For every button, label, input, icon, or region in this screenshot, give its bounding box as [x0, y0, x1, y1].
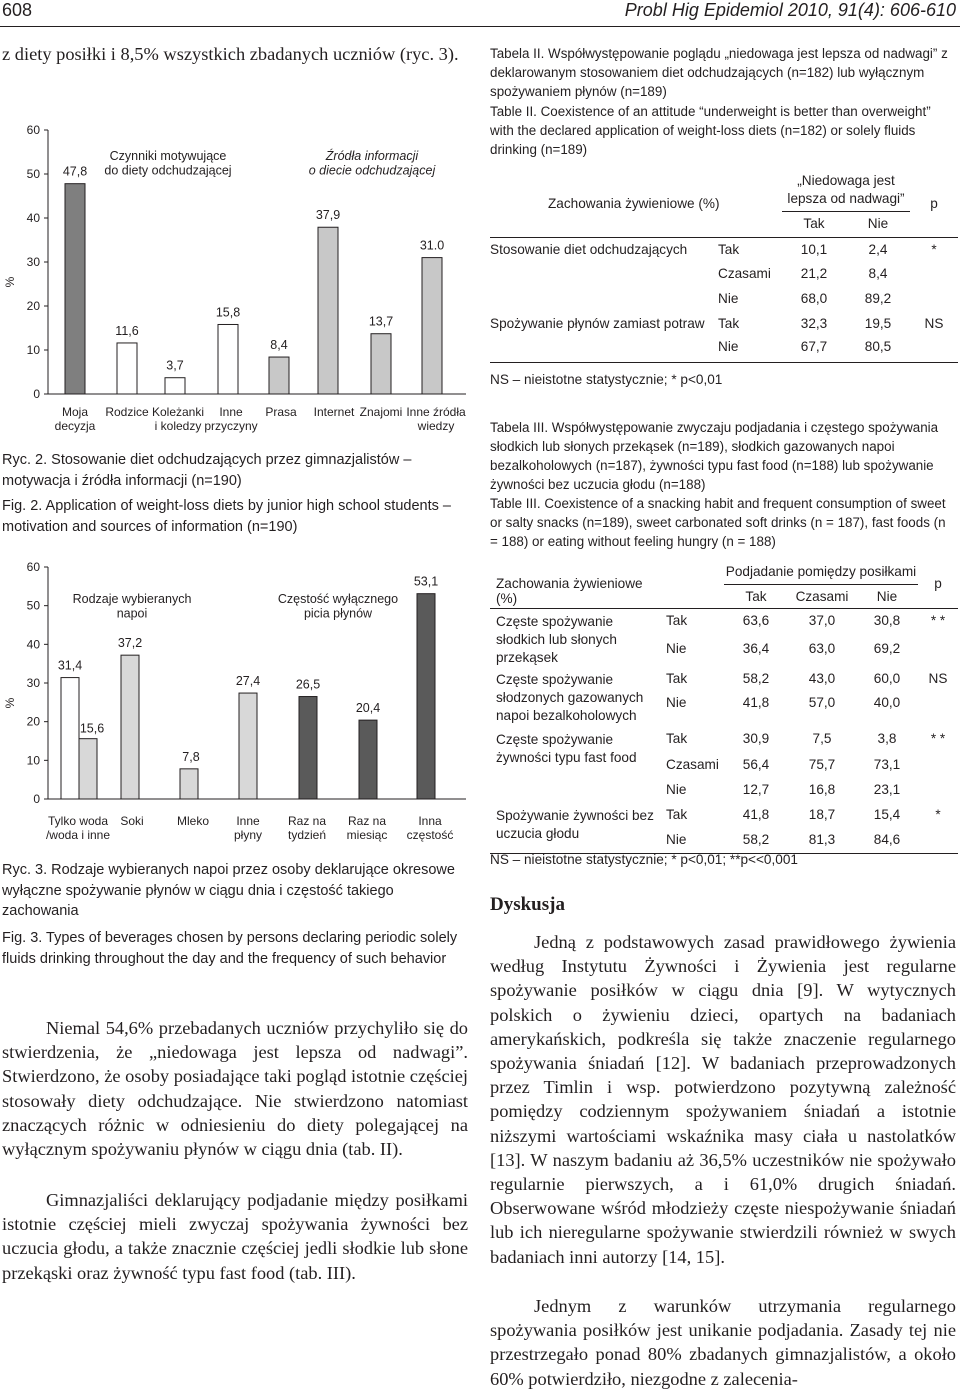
cell: 58,2 [742, 831, 770, 847]
row-sub: Nie [718, 291, 739, 306]
table-row [490, 803, 958, 828]
figure-2-chart [0, 110, 470, 440]
row-sub: Tak [718, 316, 740, 331]
row-label: Częste spożywanie żywności typu fast food [496, 731, 637, 765]
y-tick-label: 10 [26, 343, 40, 357]
y-tick-label: 40 [26, 211, 40, 225]
table2-header-col1: Zachowania żywieniowe (%) [548, 196, 720, 211]
bar [165, 378, 185, 394]
cell: 21,2 [800, 266, 828, 281]
x-tick-label: Prasa [265, 405, 297, 419]
table3-header-czasami: Czasami [788, 584, 856, 608]
cell: 36,4 [742, 641, 770, 657]
group-label: Czynniki motywujące do diety odchudzającej [104, 149, 232, 178]
discussion-paragraph-1: Jedną z podstawowych zasad prawidłowego żywienia według Instytutu Żywności i Żywienia jest regularne spożywanie posiłków w ciągu dnia [9]. W wytycznych polskich o żywieniu dzieci, opartych na badaniach amerykańskich, podkreśla się także znaczenie regularnego spożywania śniadań [12]. W badaniach przeprowadzonych przez Timlin i wsp. potwierdzono pozytywną zależność pomiędzy codziennym spożywaniem śniadań a istotnie niższymi wartościami wskaźnika masy ciała u nastolatków [13]. W naszym badaniu aż 36,5% uczestników nie spożywało regularnie pierwszych, a i 61,0% drugich śniadań. Obserwowane wśród młodzieży częste niespożywanie śniadań lub ich nieregularne spożywanie stwierdzili również w swych badaniach inni autorzy [14, 15]. [490, 932, 956, 1267]
table3-title-en: Table III. Coexistence of a snacking habit and frequent consumption of sweet or salty snacks (n=189), sweet carbonated soft drinks (n = 187), fast foods (n = 188) or eating without feeling hungry (n = 188) [490, 496, 946, 549]
data-label: 31.0 [419, 238, 445, 253]
y-tick-label: 60 [26, 560, 40, 574]
cell-p: NS [928, 670, 948, 686]
cell: 8,4 [868, 266, 888, 281]
row-sub: Tak [666, 806, 688, 822]
cell: 37,0 [808, 612, 836, 628]
cell: 68,0 [800, 291, 828, 306]
table3-header-tak: Tak [724, 584, 788, 608]
bar [318, 227, 338, 394]
x-tick-label: Inne płyny [233, 814, 263, 842]
data-label: 53,1 [413, 574, 439, 589]
y-tick-label: 10 [26, 753, 40, 768]
bar [218, 324, 238, 394]
data-label: 20,4 [355, 701, 381, 716]
x-tick-label: Znajomi [359, 405, 403, 419]
table3-footnote: NS – nieistotne statystycznie; * p<0,01; **p<<0,001 [490, 852, 798, 867]
cell: 32,3 [800, 316, 828, 331]
y-axis-label: % [3, 276, 17, 288]
running-header [0, 0, 960, 27]
table3-header-p: p [934, 576, 942, 591]
bar [239, 693, 257, 799]
table-row [490, 667, 958, 694]
table-row [490, 262, 958, 287]
group-label: Częstość wyłącznego picia płynów [277, 592, 399, 621]
cell: 15,4 [873, 806, 901, 822]
body-paragraph-1: Niemal 54,6% przebadanych uczniów przychyliło się do stwierdzenia, że „niedowaga jest lepsza od nadwagi”. Stwierdzono, że osoby posiadające taki pogląd istotnie częściej stosowały diety odchudzające. Nie stwierdzono natomiast znaczących różnic w odniesieniu do diety polegającej na wyłącznym spożywaniu płynów w ciągu dnia (tab. II). [2, 1018, 468, 1160]
cell: 18,7 [808, 806, 836, 822]
cell: 12,7 [742, 781, 770, 797]
row-sub: Nie [666, 695, 687, 711]
x-tick-label: Rodzice [105, 405, 149, 419]
table-row [490, 608, 958, 637]
cell: 2,4 [868, 241, 888, 257]
data-label: 26,5 [295, 677, 321, 692]
cell: 63,0 [808, 641, 836, 657]
cell: 84,6 [873, 831, 901, 847]
page-number: 608 [2, 0, 33, 20]
cell: 3,8 [877, 730, 897, 746]
row-sub: Tak [666, 730, 688, 746]
data-label: 15,8 [215, 305, 241, 320]
cell-p: * * [930, 730, 946, 746]
cell: 56,4 [742, 756, 770, 772]
cell-p: * [935, 806, 941, 822]
y-tick-label: 0 [33, 792, 40, 806]
x-tick-label: Mleko [176, 814, 210, 828]
cell: 57,0 [808, 695, 836, 711]
x-tick-label: Raz na miesiąc [346, 814, 388, 842]
row-sub: Czasami [666, 756, 719, 772]
group-label: Źródła informacji o diecie odchudzającej [308, 149, 436, 178]
cell: 58,2 [742, 670, 770, 686]
cell: 23,1 [873, 781, 901, 797]
cell-p: * * [930, 612, 946, 628]
journal-citation: Probl Hig Epidemiol 2010, 91(4): 606-610 [624, 0, 956, 20]
row-label: Spożywanie żywności bez uczucia głodu [496, 807, 654, 841]
cell: 30,8 [873, 612, 901, 628]
data-label: 11,6 [115, 323, 139, 338]
cell: 75,7 [808, 756, 836, 772]
y-tick-label: 50 [26, 167, 40, 181]
cell-p: * [931, 241, 937, 257]
fig3-caption-en: Fig. 3. Types of beverages chosen by persons declaring periodic solely fluids drinking throughout the day and the frequency of such behavior [2, 930, 458, 967]
table-row [490, 287, 958, 312]
table2-title-pl: Tabela II. Współwystępowanie poglądu „niedowaga jest lepsza od nadwagi” z deklarowanym stosowaniem diet odchudzających (n=182) lub wyłącznym spożywaniem płynów (n=189) [490, 46, 948, 99]
table-row [490, 312, 958, 337]
x-tick-label: Tylko woda /woda i inne [45, 814, 111, 842]
data-label: 3,7 [166, 358, 184, 373]
x-tick-label: Koleżanki i koledzy [151, 405, 205, 433]
cell-p: NS [924, 316, 944, 331]
cell: 16,8 [808, 781, 836, 797]
x-tick-label: Internet [313, 405, 355, 419]
data-label: 13,7 [368, 314, 394, 329]
data-label: 8,4 [270, 338, 288, 353]
table3-header-nie: Nie [856, 584, 918, 608]
table2-title-en: Table II. Coexistence of an attitude “underweight is better than overweight” with the declared application of weight-loss diets (n=182) or solely fluids drinking (n=189) [490, 104, 931, 157]
row-label: Częste spożywanie słodzonych gazowanych napoi bezalkoholowych [496, 671, 644, 723]
table2-header-group-line1: „Niedowaga jest [797, 173, 895, 188]
x-tick-label: Moja decyzja [54, 405, 96, 433]
row-label: Spożywanie płynów zamiast potraw [490, 316, 705, 331]
x-tick-label: Inne przyczyny [204, 405, 258, 433]
bar [299, 697, 317, 799]
bar [417, 594, 435, 799]
x-tick-label: Raz na tydzień [287, 814, 327, 842]
cell: 89,2 [864, 291, 892, 306]
section-heading-dyskusja: Dyskusja [490, 894, 565, 915]
cell: 81,3 [808, 831, 836, 847]
data-label: 7,8 [182, 749, 200, 764]
row-sub: Tak [666, 612, 688, 628]
row-sub: Tak [666, 670, 688, 686]
table2-header-p: p [930, 196, 938, 211]
x-tick-label: Soki [120, 814, 144, 828]
row-sub: Tak [718, 241, 740, 257]
cell: 40,0 [873, 695, 901, 711]
y-tick-label: 20 [26, 299, 40, 313]
table3-header-group: Podjadanie pomiędzy posiłkami [725, 564, 917, 579]
bar [422, 258, 442, 394]
table-3 [490, 560, 958, 854]
table3-header-col1: Zachowania żywieniowe (%) [496, 576, 643, 606]
group-label: Rodzaje wybieranych napoi [72, 592, 192, 621]
fig2-caption-en: Fig. 2. Application of weight-loss diets by junior high school students – motivation and sources of information (n=190) [2, 498, 451, 535]
cell: 80,5 [864, 339, 892, 354]
discussion-paragraph-2: Jednym z warunków utrzymania regularnego spożywania posiłków jest unikanie podjadania. Zasady tej nie przestrzegało ponad 80% zbadanych gimnazjalistów, a około 60% potwierdziło, niezgodne z zalecenia- [490, 1296, 956, 1389]
table-row [490, 337, 958, 362]
row-sub: Czasami [718, 266, 771, 281]
data-label: 37,2 [117, 636, 143, 651]
data-label: 47,8 [62, 164, 88, 179]
figure-3-chart [0, 555, 470, 855]
x-tick-label: Inna częstość [406, 814, 454, 842]
data-label: 37,9 [315, 208, 341, 223]
data-label: 15,6 [79, 721, 105, 736]
cell: 73,1 [873, 756, 901, 772]
row-label: Częste spożywanie słodkich lub słonych przekąsek [496, 613, 617, 665]
cell: 7,5 [812, 730, 832, 746]
bar [79, 739, 97, 799]
cell: 19,5 [864, 316, 892, 331]
row-sub: Nie [666, 831, 687, 847]
cell: 43,0 [808, 670, 836, 686]
intro-text: z diety posiłki i 8,5% wszystkich zbadanych uczniów (ryc. 3). [2, 44, 459, 64]
y-tick-label: 40 [26, 637, 40, 652]
y-tick-label: 20 [26, 714, 40, 729]
table-2 [490, 172, 958, 363]
cell: 60,0 [873, 670, 901, 686]
row-label: Stosowanie diet odchudzających [490, 241, 688, 257]
table2-header-nie: Nie [846, 211, 910, 237]
bar [121, 655, 139, 799]
data-label: 31,4 [57, 658, 83, 673]
y-axis-label: % [3, 697, 17, 709]
body-paragraph-2: Gimnazjaliści deklarujący podjadanie między posiłkami istotnie częściej mieli zwyczaj spożywania żywności bez uczucia głodu, a także znacznie częściej jedli słodkie lub słone przekąski oraz żywność typu fast food (tab. III). [2, 1190, 468, 1283]
bar [371, 334, 391, 394]
table-row [490, 727, 958, 753]
table-row [490, 237, 958, 262]
cell: 41,8 [742, 806, 770, 822]
row-sub: Nie [718, 339, 739, 354]
table2-header-group-line2: lepsza od nadwagi” [787, 191, 905, 206]
bar [180, 769, 198, 799]
y-tick-label: 50 [26, 598, 40, 613]
table3-title-pl: Tabela III. Współwystępowanie zwyczaju podjadania i częstego spożywania słodkich lub słonych przekąsek (n=189), słodkich gazowanych napoi bezalkoholowych (n=187), żywności typu fast food (n=188) lub spożywanie żywności bez uczucia głodu (n=188) [490, 420, 939, 492]
x-tick-label: Inne źródła wiedzy [406, 405, 466, 433]
bar [65, 184, 85, 394]
bar [117, 343, 137, 394]
cell: 41,8 [742, 695, 770, 711]
cell: 69,2 [873, 641, 901, 657]
cell: 30,9 [742, 730, 770, 746]
row-sub: Nie [666, 641, 687, 657]
fig3-caption-pl: Ryc. 3. Rodzaje wybieranych napoi przez osoby deklarujące okresowe wyłączne spożywanie płynów w ciągu dnia i częstość takiego zachowania [2, 862, 455, 919]
cell: 63,6 [742, 612, 770, 628]
y-tick-label: 60 [26, 123, 40, 137]
bar [61, 678, 79, 799]
table2-footnote: NS – nieistotne statystycznie; * p<0,01 [490, 372, 723, 387]
cell: 10,1 [800, 241, 828, 257]
bar [359, 720, 377, 799]
y-tick-label: 30 [26, 676, 40, 690]
cell: 67,7 [800, 339, 828, 354]
table2-header-tak: Tak [782, 211, 846, 237]
bar [269, 357, 289, 394]
data-label: 27,4 [235, 674, 261, 689]
y-tick-label: 0 [33, 387, 40, 401]
row-sub: Nie [666, 781, 687, 797]
y-tick-label: 30 [26, 255, 40, 269]
fig2-caption-pl: Ryc. 2. Stosowanie diet odchudzających przez gimnazjalistów – motywacja i źródła informacji (n=190) [2, 452, 412, 489]
